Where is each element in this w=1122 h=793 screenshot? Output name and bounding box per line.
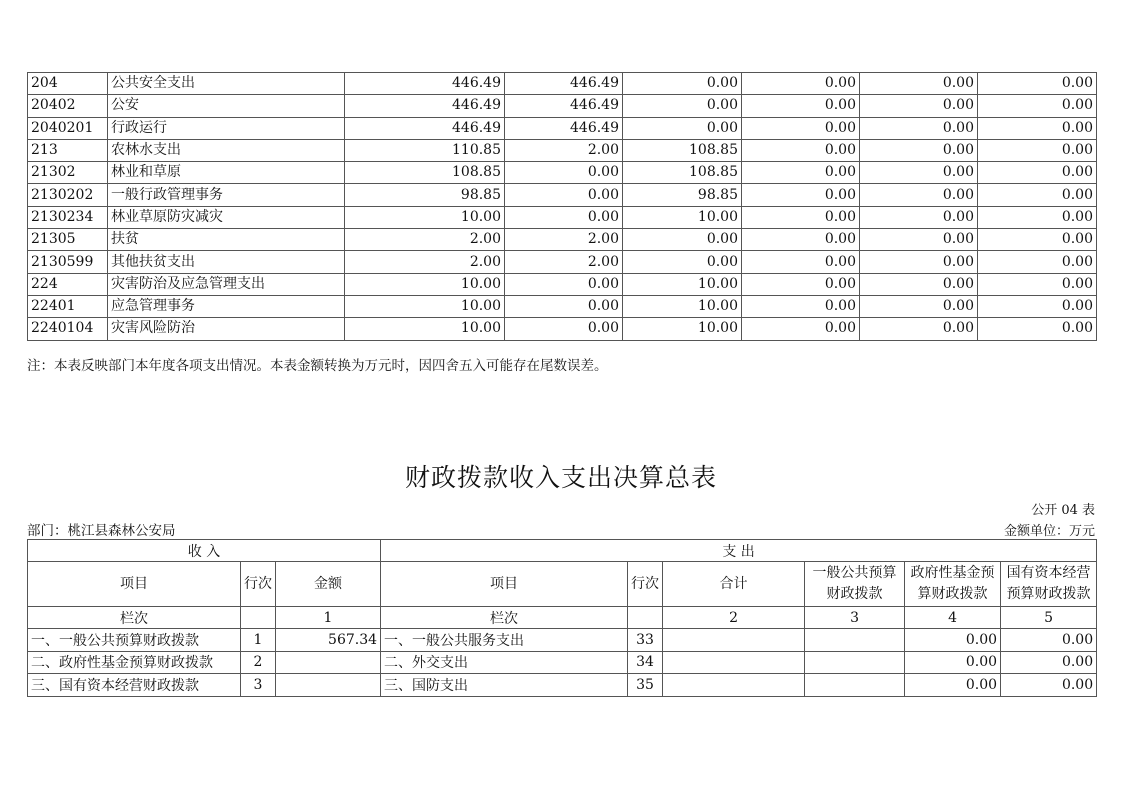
general-col-number: 3: [805, 607, 905, 629]
amount-cell: 0.00: [742, 95, 860, 117]
amount-cell: 10.00: [345, 206, 505, 228]
subject-code-cell: 20402: [28, 95, 108, 117]
subject-code-cell: 22401: [28, 295, 108, 317]
amount-cell: 10.00: [623, 318, 742, 340]
amount-cell: 0.00: [505, 206, 623, 228]
gov-fund-cell: 0.00: [905, 674, 1001, 697]
table-row: [28, 184, 1097, 206]
income-item-header: 项目: [28, 562, 241, 607]
amount-cell: 0.00: [860, 139, 978, 161]
amount-cell: 0.00: [978, 273, 1097, 295]
subject-code-cell: 2130202: [28, 184, 108, 206]
amount-cell: 0.00: [978, 229, 1097, 251]
amount-cell: 0.00: [978, 95, 1097, 117]
subject-name-cell: 灾害风险防治: [108, 318, 345, 340]
total-col-number: 2: [663, 607, 805, 629]
amount-cell: 446.49: [345, 117, 505, 139]
amount-cell: 446.49: [345, 73, 505, 95]
table-row: [28, 139, 1097, 161]
subject-name-cell: 扶贫: [108, 229, 345, 251]
expense-section-header: 支 出: [381, 540, 1097, 562]
amount-cell: 0.00: [860, 251, 978, 273]
amount-cell: 0.00: [742, 117, 860, 139]
amount-cell: 0.00: [978, 184, 1097, 206]
amount-cell: 10.00: [345, 318, 505, 340]
subject-code-cell: 21302: [28, 162, 108, 184]
gov-fund-cell: 0.00: [905, 651, 1001, 674]
gov-fund-header: 政府性基金预算财政拨款: [905, 562, 1001, 607]
expense-total-cell: [663, 651, 805, 674]
income-row-no-header: 行次: [241, 562, 276, 607]
amount-cell: 0.00: [742, 295, 860, 317]
subject-name-cell: 一般行政管理事务: [108, 184, 345, 206]
amount-cell: 0.00: [978, 318, 1097, 340]
amount-cell: 0.00: [860, 95, 978, 117]
amount-cell: 10.00: [345, 273, 505, 295]
amount-cell: 98.85: [623, 184, 742, 206]
state-capital-col-number: 5: [1001, 607, 1097, 629]
table-row: [28, 95, 1097, 117]
expense-row-no-cell: 35: [628, 674, 663, 697]
subject-name-cell: 行政运行: [108, 117, 345, 139]
table-row: [28, 206, 1097, 228]
income-amount-header: 金额: [276, 562, 381, 607]
amount-unit-label: 金额单位：万元: [1003, 524, 1095, 539]
amount-cell: 98.85: [345, 184, 505, 206]
amount-cell: 0.00: [860, 295, 978, 317]
amount-cell: 108.85: [623, 139, 742, 161]
income-col-label: 栏次: [28, 607, 241, 629]
income-col-blank: [241, 607, 276, 629]
income-section-header: 收 入: [28, 540, 381, 562]
general-budget-cell: [805, 651, 905, 674]
subject-code-cell: 2240104: [28, 318, 108, 340]
expense-item-header: 项目: [381, 562, 628, 607]
state-capital-cell: 0.00: [1001, 629, 1097, 652]
table-row: [28, 674, 1097, 697]
state-capital-cell: 0.00: [1001, 674, 1097, 697]
general-budget-header: 一般公共预算财政拨款: [805, 562, 905, 607]
expenditure-detail-table: [27, 72, 1097, 341]
gov-fund-cell: 0.00: [905, 629, 1001, 652]
table-row: [28, 318, 1097, 340]
amount-cell: 446.49: [505, 117, 623, 139]
income-amount-cell: [276, 651, 381, 674]
gov-fund-col-number: 4: [905, 607, 1001, 629]
amount-cell: 0.00: [505, 273, 623, 295]
table-row: [28, 229, 1097, 251]
amount-cell: 0.00: [742, 162, 860, 184]
subject-code-cell: 213: [28, 139, 108, 161]
amount-cell: 10.00: [623, 206, 742, 228]
amount-cell: 0.00: [860, 206, 978, 228]
amount-cell: 0.00: [623, 73, 742, 95]
table-row: [28, 73, 1097, 95]
amount-cell: 0.00: [978, 73, 1097, 95]
subject-code-cell: 21305: [28, 229, 108, 251]
amount-cell: 2.00: [345, 229, 505, 251]
amount-cell: 0.00: [860, 229, 978, 251]
amount-cell: 0.00: [742, 229, 860, 251]
amount-cell: 0.00: [978, 139, 1097, 161]
income-item-cell: 一、一般公共预算财政拨款: [28, 629, 241, 652]
table-row: [28, 273, 1097, 295]
income-item-cell: 二、政府性基金预算财政拨款: [28, 651, 241, 674]
table-row: [28, 117, 1097, 139]
expense-item-cell: 三、国防支出: [381, 674, 628, 697]
amount-cell: 0.00: [742, 206, 860, 228]
form-number: 公开 04 表: [1031, 503, 1095, 518]
income-row-no-cell: 3: [241, 674, 276, 697]
amount-cell: 108.85: [345, 162, 505, 184]
expense-col-blank: [628, 607, 663, 629]
expense-col-label: 栏次: [381, 607, 628, 629]
amount-cell: 0.00: [742, 273, 860, 295]
amount-cell: 0.00: [505, 318, 623, 340]
table-row: [28, 162, 1097, 184]
amount-cell: 0.00: [978, 162, 1097, 184]
amount-cell: 110.85: [345, 139, 505, 161]
general-budget-cell: [805, 629, 905, 652]
expense-row-no-cell: 34: [628, 651, 663, 674]
amount-cell: 0.00: [860, 73, 978, 95]
expense-item-cell: 二、外交支出: [381, 651, 628, 674]
fiscal-allocation-summary-table: [27, 539, 1097, 697]
amount-cell: 0.00: [978, 295, 1097, 317]
amount-cell: 0.00: [978, 206, 1097, 228]
amount-cell: 0.00: [860, 184, 978, 206]
amount-cell: 0.00: [978, 251, 1097, 273]
amount-cell: 0.00: [742, 184, 860, 206]
department-label: 部门：桃江县森林公安局: [27, 523, 176, 539]
amount-cell: 0.00: [860, 273, 978, 295]
amount-cell: 0.00: [860, 117, 978, 139]
table-row: [28, 251, 1097, 273]
table-row: [28, 651, 1097, 674]
expense-item-cell: 一、一般公共服务支出: [381, 629, 628, 652]
amount-cell: 10.00: [623, 273, 742, 295]
amount-cell: 2.00: [505, 229, 623, 251]
income-item-cell: 三、国有资本经营财政拨款: [28, 674, 241, 697]
subject-code-cell: 224: [28, 273, 108, 295]
state-capital-cell: 0.00: [1001, 651, 1097, 674]
amount-cell: 0.00: [742, 73, 860, 95]
income-amount-cell: 567.34: [276, 629, 381, 652]
income-col-number: 1: [276, 607, 381, 629]
expense-total-cell: [663, 629, 805, 652]
subject-name-cell: 公共安全支出: [108, 73, 345, 95]
amount-cell: 0.00: [860, 318, 978, 340]
subject-name-cell: 林业和草原: [108, 162, 345, 184]
general-budget-cell: [805, 674, 905, 697]
subject-name-cell: 农林水支出: [108, 139, 345, 161]
subject-name-cell: 林业草原防灾减灾: [108, 206, 345, 228]
subject-name-cell: 公安: [108, 95, 345, 117]
amount-cell: 2.00: [505, 251, 623, 273]
amount-cell: 0.00: [742, 318, 860, 340]
amount-cell: 0.00: [505, 184, 623, 206]
amount-cell: 0.00: [505, 162, 623, 184]
amount-cell: 0.00: [623, 95, 742, 117]
state-capital-header: 国有资本经营预算财政拨款: [1001, 562, 1097, 607]
table-row: [28, 295, 1097, 317]
subject-code-cell: 2040201: [28, 117, 108, 139]
amount-cell: 2.00: [345, 251, 505, 273]
subject-name-cell: 其他扶贫支出: [108, 251, 345, 273]
expense-row-no-header: 行次: [628, 562, 663, 607]
amount-cell: 0.00: [978, 117, 1097, 139]
amount-cell: 0.00: [742, 251, 860, 273]
table-note: 注：本表反映部门本年度各项支出情况。本表金额转换为万元时，因四舍五入可能存在尾数误差。: [27, 358, 608, 374]
income-row-no-cell: 2: [241, 651, 276, 674]
subject-code-cell: 2130599: [28, 251, 108, 273]
amount-cell: 10.00: [345, 295, 505, 317]
amount-cell: 446.49: [505, 95, 623, 117]
expense-total-cell: [663, 674, 805, 697]
amount-cell: 446.49: [505, 73, 623, 95]
subject-code-cell: 2130234: [28, 206, 108, 228]
amount-cell: 0.00: [505, 295, 623, 317]
subject-name-cell: 应急管理事务: [108, 295, 345, 317]
amount-cell: 2.00: [505, 139, 623, 161]
subject-name-cell: 灾害防治及应急管理支出: [108, 273, 345, 295]
table-row: [28, 629, 1097, 652]
amount-cell: 0.00: [742, 139, 860, 161]
amount-cell: 0.00: [860, 162, 978, 184]
amount-cell: 0.00: [623, 229, 742, 251]
page-title: 财政拨款收入支出决算总表: [404, 463, 717, 492]
income-amount-cell: [276, 674, 381, 697]
expense-total-header: 合计: [663, 562, 805, 607]
amount-cell: 446.49: [345, 95, 505, 117]
amount-cell: 108.85: [623, 162, 742, 184]
expense-row-no-cell: 33: [628, 629, 663, 652]
amount-cell: 10.00: [623, 295, 742, 317]
income-row-no-cell: 1: [241, 629, 276, 652]
amount-cell: 0.00: [623, 117, 742, 139]
subject-code-cell: 204: [28, 73, 108, 95]
amount-cell: 0.00: [623, 251, 742, 273]
